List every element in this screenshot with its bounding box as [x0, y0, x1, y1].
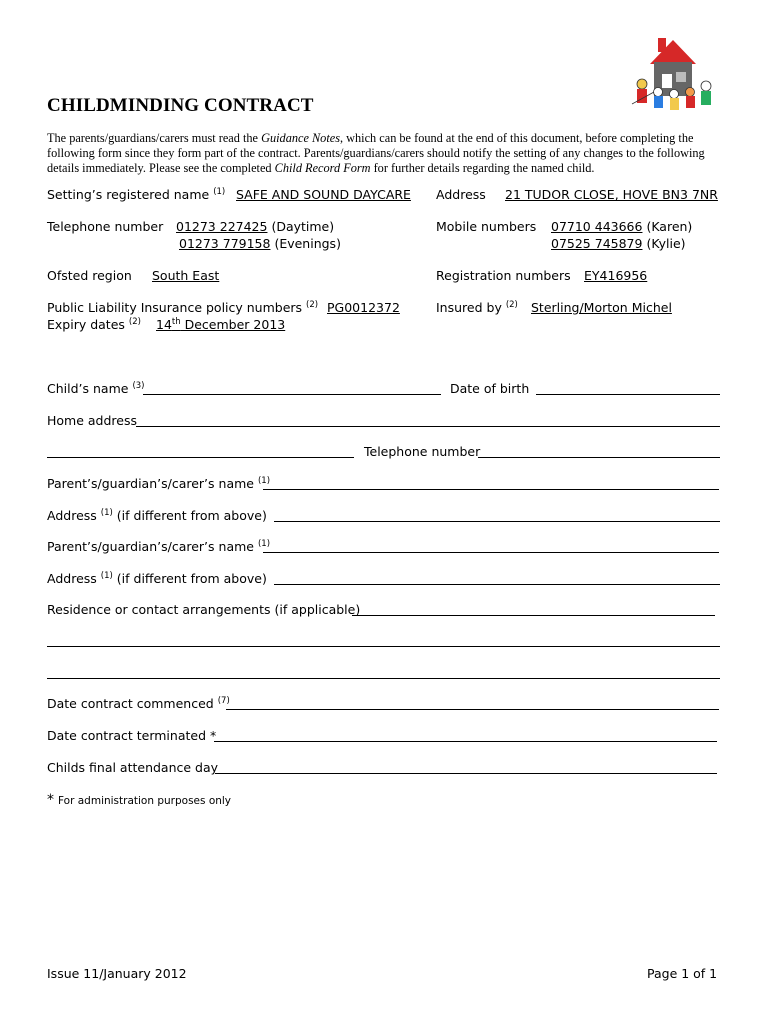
address1-label: Address $^{(1)}$ (if different from above)	[47, 508, 267, 523]
insured-by-value: Sterling/Morton Michel	[531, 300, 672, 315]
setting-address-label: Address	[436, 187, 486, 202]
expiry-value: 14th December 2013	[156, 317, 286, 332]
telephone-daytime: 01273 227425 (Daytime)	[176, 219, 335, 234]
contract-terminated-field[interactable]	[214, 741, 717, 742]
parent1-name-field[interactable]	[263, 489, 719, 490]
setting-name-label: Setting’s registered name $^{(1)}$	[47, 187, 226, 202]
address1-field[interactable]	[274, 521, 720, 522]
home-address-field-line-2[interactable]	[47, 457, 354, 458]
parent2-name-field[interactable]	[263, 552, 719, 553]
mobile-label: Mobile numbers	[436, 219, 537, 234]
contract-commenced-field[interactable]	[226, 709, 719, 710]
dob-field[interactable]	[536, 394, 720, 395]
telephone-label: Telephone number	[47, 219, 164, 234]
contract-commenced-label: Date contract commenced $^{(7)}$	[47, 696, 230, 711]
contract-terminated-label: Date contract terminated *	[47, 728, 217, 743]
setting-address-value: 21 TUDOR CLOSE, HOVE BN3 7NR	[505, 187, 718, 202]
address2-field[interactable]	[274, 584, 720, 585]
guidance-notes-text: Guidance Notes	[261, 131, 340, 145]
page-number-footer: Page 1 of 1	[647, 966, 718, 981]
ofsted-label: Ofsted region	[47, 268, 132, 283]
insurance-value: PG0012372	[327, 300, 400, 315]
final-attendance-label: Childs final attendance day	[47, 760, 219, 775]
page-title: CHILDMINDING CONTRACT	[47, 95, 314, 116]
residence-field-line-3[interactable]	[47, 678, 720, 679]
address2-label: Address $^{(1)}$ (if different from above)	[47, 571, 267, 586]
registration-value: EY416956	[584, 268, 648, 283]
administration-footnote: * For administration purposes only	[47, 792, 232, 808]
child-name-field[interactable]	[143, 394, 441, 395]
mobile-karen: 07710 443666 (Karen)	[551, 219, 693, 234]
final-attendance-field[interactable]	[215, 773, 717, 774]
child-telephone-label: Telephone number	[364, 444, 481, 459]
telephone-evenings: 01273 779158 (Evenings)	[179, 236, 341, 251]
home-address-label: Home address	[47, 413, 137, 428]
intro-paragraph: The parents/guardians/carers must read the Guidance Notes, which can be found at the end of this document, before completing the following form since they form part of the contract. Parents/guardians/carers should notify the setting of any changes to the following details immediately. Please see the completed Child Record Form for further details regarding the named child.	[47, 131, 705, 175]
child-name-label: Child’s name $^{(3)}$	[47, 381, 145, 396]
house-with-children-logo-icon	[628, 34, 718, 114]
parent2-name-label: Parent’s/guardian’s/carer’s name $^{(1)}$	[47, 539, 271, 554]
residence-field[interactable]	[352, 615, 715, 616]
parent1-name-label: Parent’s/guardian’s/carer’s name $^{(1)}$	[47, 476, 271, 491]
insurance-label: Public Liability Insurance policy numbers $^{(2)}$	[47, 300, 319, 315]
ofsted-value: South East	[152, 268, 220, 283]
mobile-kylie: 07525 745879 (Kylie)	[551, 236, 686, 251]
issue-footer: Issue 11/January 2012	[47, 966, 187, 981]
residence-field-line-2[interactable]	[47, 646, 720, 647]
residence-label: Residence or contact arrangements (if applicable)	[47, 602, 361, 617]
child-telephone-field[interactable]	[478, 457, 720, 458]
expiry-label: Expiry dates $^{(2)}$	[47, 317, 141, 332]
dob-label: Date of birth	[450, 381, 530, 396]
child-record-form-text: Child Record Form	[274, 161, 371, 175]
home-address-field[interactable]	[136, 426, 720, 427]
registration-label: Registration numbers	[436, 268, 571, 283]
setting-name-value: SAFE AND SOUND DAYCARE	[236, 187, 411, 202]
insured-by-label: Insured by $^{(2)}$	[436, 300, 518, 315]
